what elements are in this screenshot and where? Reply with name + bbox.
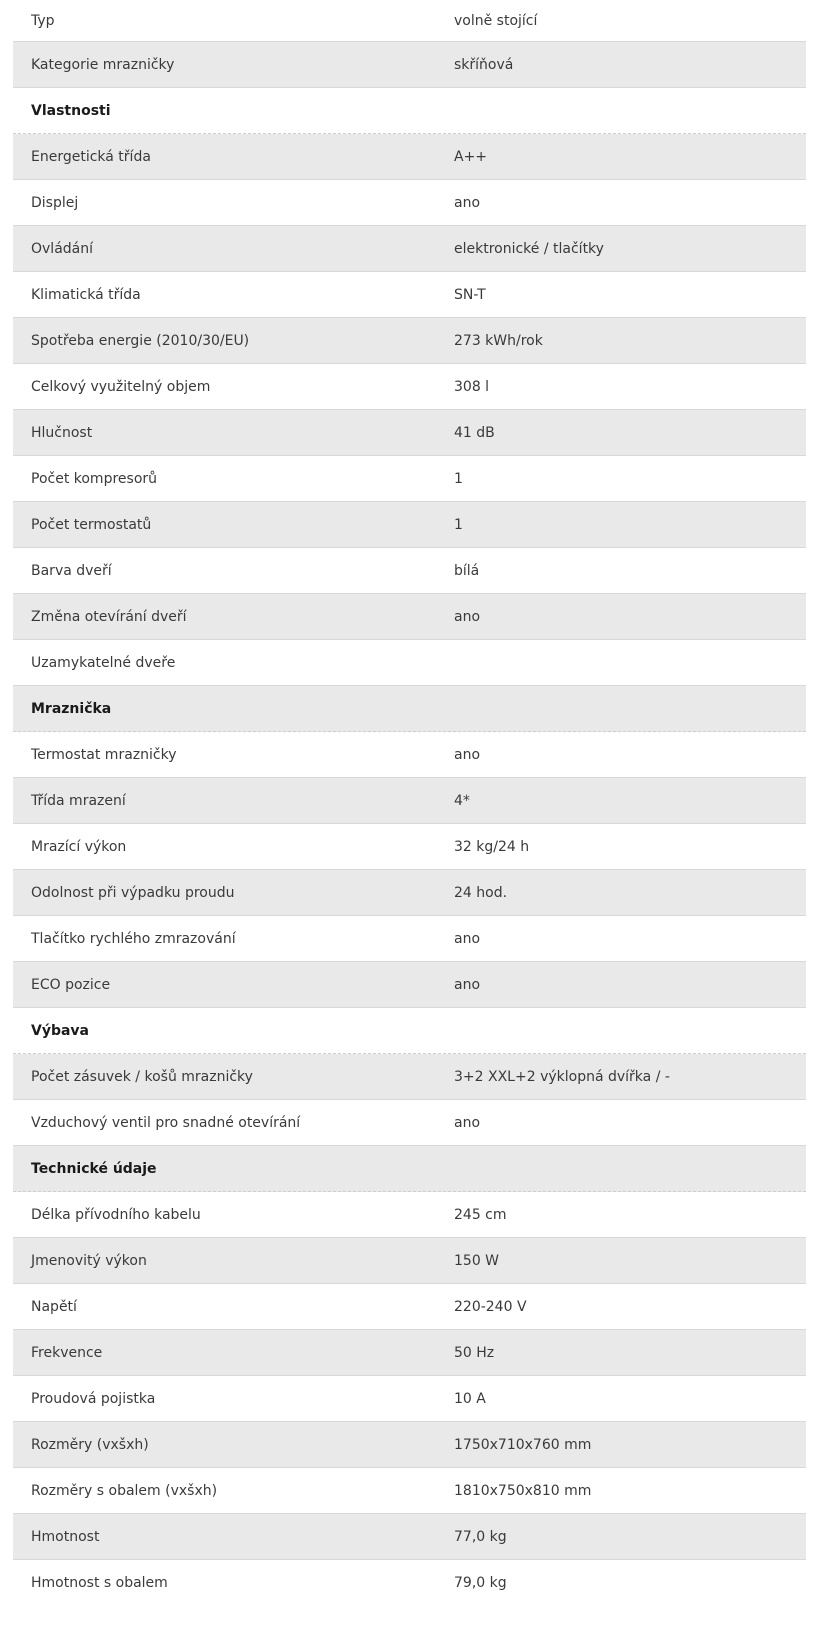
- spec-value: 1: [454, 470, 463, 487]
- spec-value: A++: [454, 148, 488, 165]
- spec-row: [13, 1514, 806, 1560]
- spec-value: 1810x750x810 mm: [454, 1482, 592, 1499]
- spec-row: [13, 272, 806, 318]
- spec-label: Klimatická třída: [31, 286, 141, 303]
- spec-row: [13, 778, 806, 824]
- spec-value: 24 hod.: [454, 884, 508, 901]
- spec-row: [13, 916, 806, 962]
- spec-row: [13, 502, 806, 548]
- section-header-row: [13, 686, 806, 732]
- spec-label: Hmotnost s obalem: [31, 1575, 168, 1591]
- spec-row: [13, 1376, 806, 1422]
- spec-value: skříňová: [454, 56, 514, 73]
- spec-value: ano: [454, 608, 481, 625]
- spec-label: Třída mrazení: [31, 792, 126, 809]
- spec-row: [13, 226, 806, 272]
- spec-row: [13, 1560, 806, 1606]
- section-header-row: [13, 88, 806, 134]
- spec-value: 41 dB: [454, 424, 495, 441]
- spec-value: 4*: [454, 792, 470, 809]
- spec-row: [13, 364, 806, 410]
- spec-row: [13, 0, 806, 42]
- spec-label: Délka přívodního kabelu: [31, 1206, 201, 1223]
- spec-label: Termostat mrazničky: [31, 746, 177, 763]
- spec-label: Mrazící výkon: [31, 838, 127, 855]
- spec-value: 79,0 kg: [454, 1575, 507, 1591]
- spec-row: [13, 824, 806, 870]
- spec-label: ECO pozice: [31, 976, 111, 993]
- spec-label: Barva dveří: [31, 562, 112, 579]
- spec-label: Hlučnost: [31, 424, 93, 441]
- spec-label: Uzamykatelné dveře: [31, 654, 176, 671]
- section-header-row: [13, 1146, 806, 1192]
- section-title: Výbava: [31, 1022, 90, 1039]
- spec-value: 1750x710x760 mm: [454, 1436, 592, 1453]
- spec-value: ano: [454, 194, 481, 211]
- spec-label: Energetická třída: [31, 148, 151, 165]
- spec-label: Spotřeba energie (2010/30/EU): [31, 332, 250, 349]
- spec-row: [13, 1238, 806, 1284]
- spec-label: Rozměry (vxšxh): [31, 1436, 149, 1453]
- spec-row: [13, 1422, 806, 1468]
- spec-value: 308 l: [454, 378, 490, 395]
- spec-value: ano: [454, 746, 481, 763]
- section-title: Vlastnosti: [31, 102, 111, 119]
- spec-value: 3+2 XXL+2 výklopná dvířka / -: [454, 1068, 670, 1085]
- spec-row: [13, 410, 806, 456]
- spec-label: Kategorie mrazničky: [31, 56, 175, 73]
- spec-row: [13, 456, 806, 502]
- spec-label: Odolnost při výpadku proudu: [31, 884, 235, 901]
- spec-value: SN-T: [454, 286, 486, 303]
- spec-row: [13, 42, 806, 88]
- spec-row: [13, 732, 806, 778]
- spec-row: [13, 1284, 806, 1330]
- spec-value: ano: [454, 976, 481, 993]
- spec-label: Proudová pojistka: [31, 1390, 156, 1407]
- spec-value: 273 kWh/rok: [454, 332, 543, 349]
- spec-value: 77,0 kg: [454, 1528, 507, 1545]
- spec-label: Počet zásuvek / košů mrazničky: [31, 1068, 253, 1085]
- spec-row: [13, 180, 806, 226]
- spec-value: 245 cm: [454, 1206, 507, 1223]
- spec-value: 32 kg/24 h: [454, 838, 530, 855]
- spec-row: [13, 1054, 806, 1100]
- section-title: Technické údaje: [31, 1160, 157, 1177]
- spec-value: 220-240 V: [454, 1298, 527, 1315]
- spec-label: Displej: [31, 194, 79, 211]
- spec-value: ano: [454, 1114, 481, 1131]
- spec-label: Počet termostatů: [31, 516, 152, 533]
- spec-label: Napětí: [31, 1298, 77, 1315]
- spec-label: Hmotnost: [31, 1528, 100, 1545]
- spec-value: volně stojící: [454, 12, 538, 29]
- spec-value: ano: [454, 930, 481, 947]
- spec-value: elektronické / tlačítky: [454, 240, 604, 257]
- spec-value: 50 Hz: [454, 1344, 495, 1361]
- spec-value: 150 W: [454, 1252, 500, 1269]
- spec-label: Jmenovitý výkon: [31, 1252, 147, 1269]
- spec-row: [13, 870, 806, 916]
- spec-label: Celkový využitelný objem: [31, 378, 211, 395]
- spec-row: [13, 318, 806, 364]
- spec-row: [13, 548, 806, 594]
- spec-label: Tlačítko rychlého zmrazování: [31, 930, 236, 947]
- spec-row: [13, 134, 806, 180]
- spec-value: 1: [454, 516, 463, 533]
- spec-value: bílá: [454, 562, 480, 579]
- spec-label: Rozměry s obalem (vxšxh): [31, 1482, 218, 1499]
- spec-row: [13, 594, 806, 640]
- section-title: Mraznička: [31, 700, 112, 717]
- spec-row: [13, 1100, 806, 1146]
- spec-table: [13, 0, 806, 1606]
- spec-label: Změna otevírání dveří: [31, 608, 187, 625]
- spec-label: Vzduchový ventil pro snadné otevírání: [31, 1114, 301, 1131]
- section-header-row: [13, 1008, 806, 1054]
- spec-row: [13, 640, 806, 686]
- spec-label: Typ: [31, 12, 55, 29]
- spec-row: [13, 1468, 806, 1514]
- spec-row: [13, 962, 806, 1008]
- spec-label: Počet kompresorů: [31, 470, 158, 487]
- spec-label: Frekvence: [31, 1344, 103, 1361]
- spec-row: [13, 1330, 806, 1376]
- spec-row: [13, 1192, 806, 1238]
- spec-label: Ovládání: [31, 240, 94, 257]
- spec-value: 10 A: [454, 1390, 486, 1407]
